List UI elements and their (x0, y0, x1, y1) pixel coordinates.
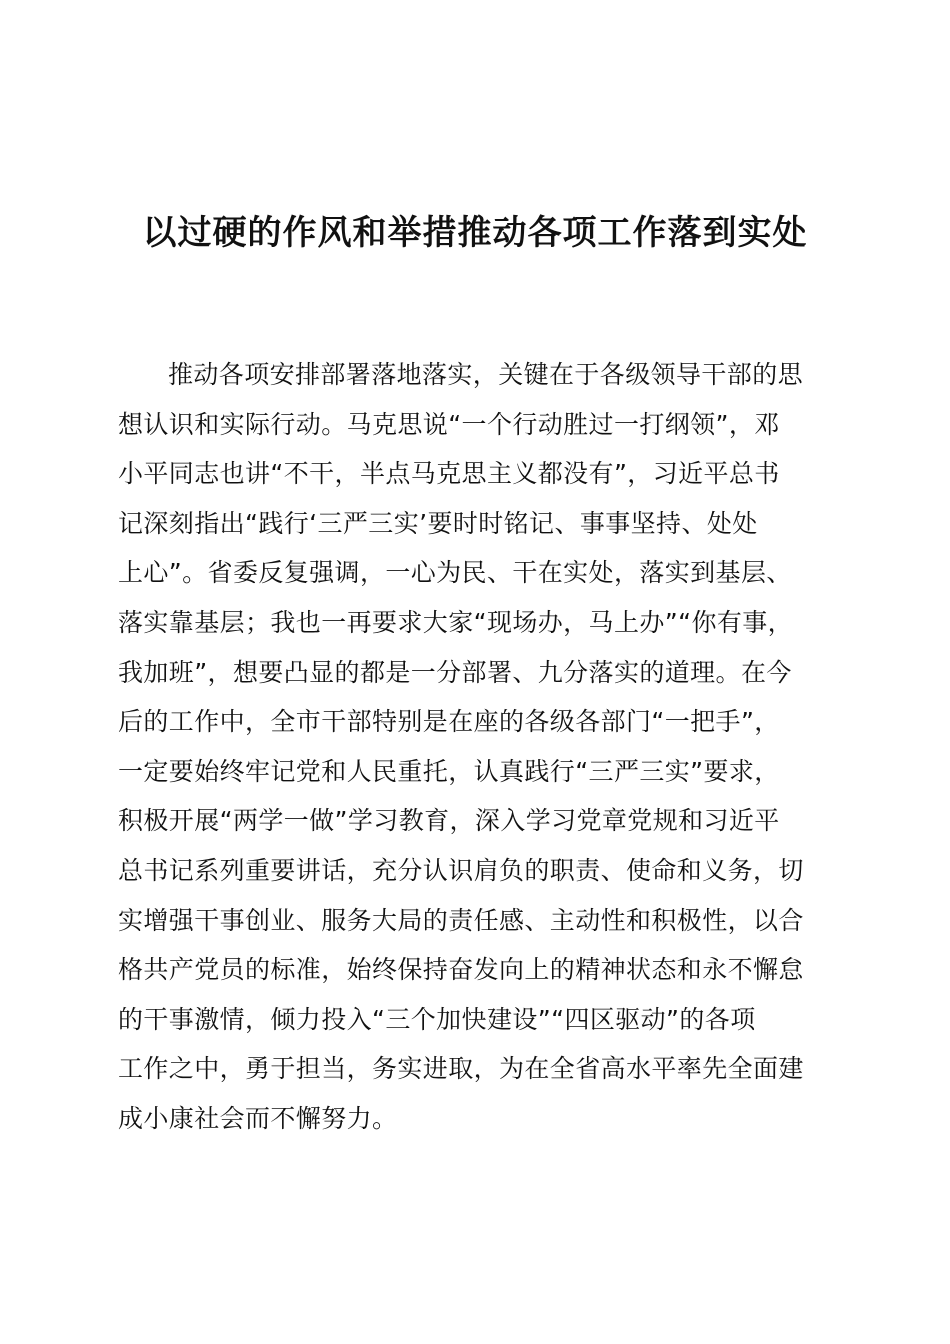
paragraph-line: 积极开展“两学一做”学习教育，深入学习党章党规和习近平 (118, 806, 780, 836)
paragraph-line: 上心”。省委反复强调，一心为民、干在实处，落实到基层、 (118, 558, 792, 588)
paragraph-line: 工作之中，勇于担当，务实进取，为在全省高水平率先全面建 (118, 1054, 804, 1084)
paragraph-line: 落实靠基层；我也一再要求大家“现场办，马上办”“你有事， (118, 607, 794, 637)
paragraph-line: 的干事激情，倾力投入“三个加快建设”“四区驱动”的各项 (118, 1004, 756, 1034)
paragraph-line: 推动各项安排部署落地落实，关键在于各级领导干部的思 (168, 360, 804, 389)
paragraph-line: 我加班”，想要凸显的都是一分部署、九分落实的道理。在今 (118, 657, 792, 687)
paragraph-line: 格共产党员的标准，始终保持奋发向上的精神状态和永不懈怠 (118, 955, 804, 985)
paragraph-line: 成小康社会而不懈努力。 (118, 1103, 398, 1133)
paragraph-line: 小平同志也讲“不干，半点马克思主义都没有”，习近平总书 (118, 459, 780, 489)
paragraph-line: 总书记系列重要讲话，充分认识肩负的职责、使命和义务，切 (118, 855, 804, 885)
body-paragraph (118, 350, 838, 1144)
paragraph-line: 实增强干事创业、服务大局的责任感、主动性和积极性，以合 (118, 905, 804, 935)
paragraph-line: 想认识和实际行动。马克思说“一个行动胜过一打纲领”，邓 (118, 409, 780, 439)
document-title: 以过硬的作风和举措推动各项工作落到实处 (142, 213, 808, 253)
paragraph-line: 记深刻指出“践行‘三严三实’要时时铭记、事事坚持、处处 (118, 508, 758, 538)
paragraph-line: 一定要始终牢记党和人民重托，认真践行“三严三实”要求， (118, 756, 780, 786)
paragraph-line: 后的工作中，全市干部特别是在座的各级各部门“一把手”， (118, 707, 780, 737)
